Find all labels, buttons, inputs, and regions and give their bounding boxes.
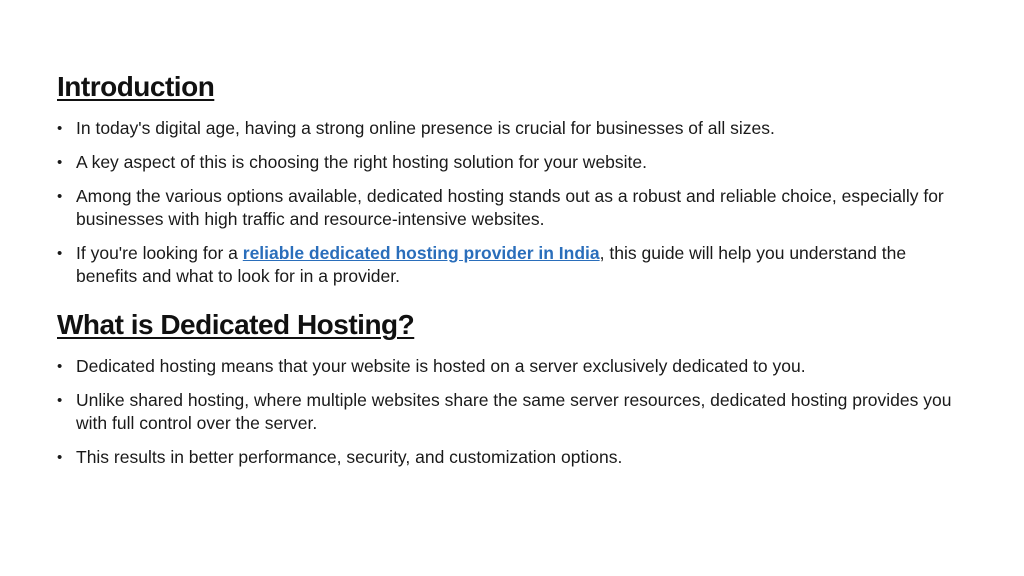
bullet-icon: • [57,120,63,137]
list-item [57,151,957,174]
bullet-icon: • [57,188,63,205]
list-item [57,117,957,140]
bullet-text: This results in better performance, security, and customization options. [76,447,623,467]
bullet-icon: • [57,358,63,375]
heading-introduction: Introduction [57,71,215,102]
bullet-icon: • [57,449,63,466]
dedicated-hosting-bullet-list [57,355,957,480]
list-item [57,242,957,288]
list-item [57,355,957,378]
bullet-icon: • [57,154,63,171]
hosting-provider-link[interactable]: reliable dedicated hosting provider in India [242,243,600,263]
bullet-text: Dedicated hosting means that your website is hosted on a server exclusively dedicated to you. [76,356,806,376]
bullet-text: Unlike shared hosting, where multiple websites share the same server resources, dedicated hosting provides you with full control over the server. [76,390,952,433]
list-item [57,185,957,231]
bullet-icon: • [57,245,63,262]
bullet-text: A key aspect of this is choosing the right hosting solution for your website. [76,152,648,172]
list-item [57,389,957,435]
bullet-icon: • [57,392,63,409]
bullet-text-prefix: If you're looking for a [76,243,243,263]
bullet-text-suffix: , this guide will help you understand the benefits and what to look for in a provider. [76,243,907,286]
bullet-text: Among the various options available, dedicated hosting stands out as a robust and reliable choice, especially for businesses with high traffic and resource-intensive websites. [76,186,944,229]
heading-what-is-dedicated-hosting: What is Dedicated Hosting? [57,309,415,340]
bullet-text: In today's digital age, having a strong online presence is crucial for businesses of all sizes. [76,118,775,138]
list-item [57,446,957,469]
introduction-bullet-list [57,117,957,299]
